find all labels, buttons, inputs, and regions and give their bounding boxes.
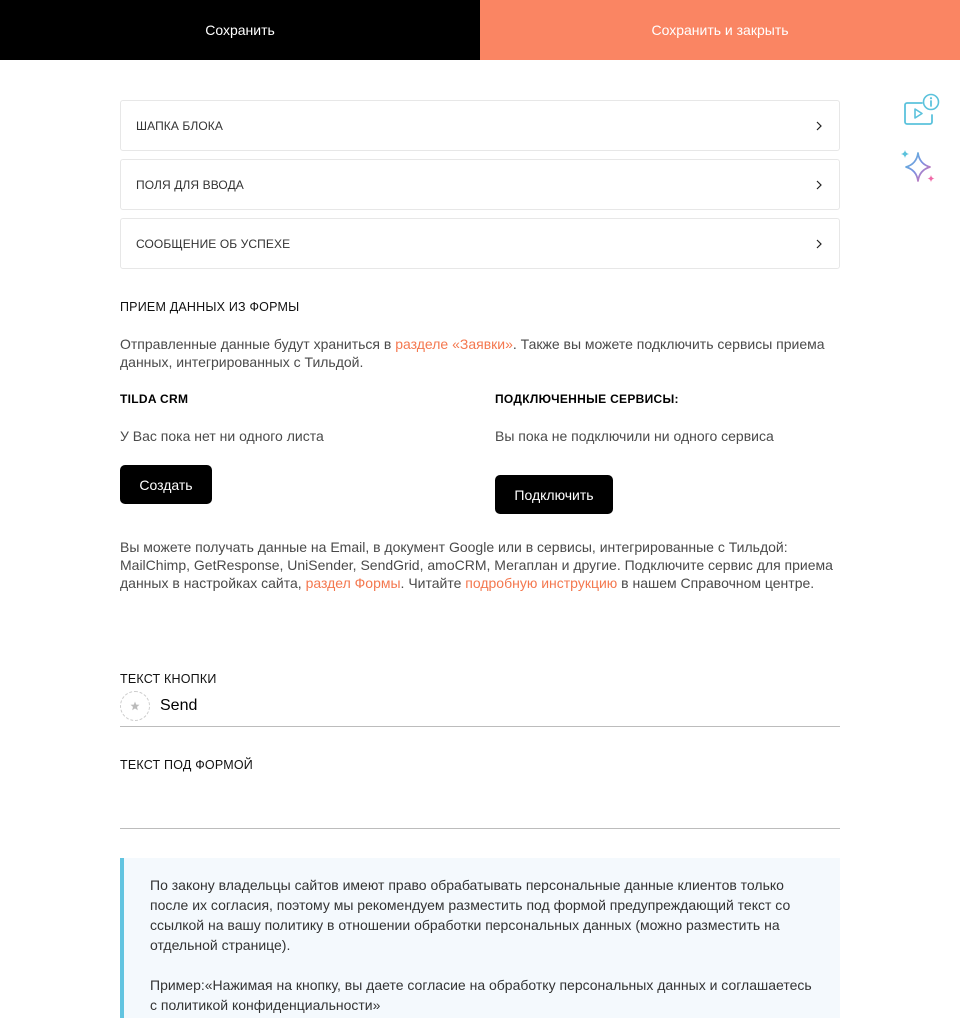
connected-services-title: ПОДКЛЮЧЕННЫЕ СЕРВИСЫ: [495,392,679,406]
accordion-label: ПОЛЯ ДЛЯ ВВОДА [136,177,244,192]
star-icon[interactable] [120,691,150,721]
form-settings-panel [120,100,840,277]
intro-text-end: . Также вы можете подключить сервисы приема данных, интегрированных с Тильдой. [120,336,825,370]
accordion-label: СООБЩЕНИЕ ОБ УСПЕХЕ [136,236,291,251]
forms-section-link[interactable]: раздел Формы [305,575,401,591]
crm-empty-text: У Вас пока нет ни одного листа [120,428,324,444]
tilda-crm-title: TILDA CRM [120,392,189,406]
notice-example: Пример:«Нажимая на кнопку, вы даете согласие на обработку персональных данных и соглашаетесь с политикой конфиденциальности» [150,977,812,1013]
save-button[interactable]: Сохранить [0,0,480,60]
info-text: Вы можете получать данные на Email, в документ Google или в сервисы, интегрированные с Тильдой: MailChimp, GetResponse, UniSender, SendGrid, amoCRM, Мегаплан и другие. Подключите сервис для приема данных в настройках сайта, [120,539,833,591]
form-data-intro [120,335,840,371]
create-list-button[interactable]: Создать [120,465,212,504]
under-form-text-input[interactable] [120,778,840,826]
requests-section-link[interactable]: разделе «Заявки» [395,336,513,352]
personal-data-notice [120,858,840,1018]
info-text-end: в нашем Справочном центре. [617,575,815,591]
intro-text: Отправленные данные будут храниться в [120,336,396,352]
button-text-underline [120,726,840,727]
notice-paragraph: По закону владельцы сайтов имеют право обрабатывать персональные данные клиентов только после их согласия, поэтому мы рекомендуем разместить под формой предупреждающий текст со ссылкой на вашу политику в отношении обработки персональных данных (можно разместить на отдельной странице). [150,877,791,953]
button-text-label: ТЕКСТ КНОПКИ [120,672,217,686]
info-text-mid: . Читайте [400,575,466,591]
under-form-text-label: ТЕКСТ ПОД ФОРМОЙ [120,758,253,772]
top-action-bar [0,0,960,60]
chevron-right-icon [814,121,824,131]
accordion-success-message[interactable] [120,218,840,269]
video-info-icon[interactable] [902,93,942,129]
services-empty-text: Вы пока не подключили ни одного сервиса [495,428,774,444]
accordion-label: ШАПКА БЛОКА [136,118,223,133]
connect-service-button[interactable]: Подключить [495,475,613,514]
form-data-info [120,538,840,592]
form-data-title: ПРИЕМ ДАННЫХ ИЗ ФОРМЫ [120,300,300,314]
accordion-input-fields[interactable] [120,159,840,210]
instruction-link[interactable]: подробную инструкцию [465,575,618,591]
ai-sparkle-icon[interactable] [898,148,938,186]
save-and-close-button[interactable]: Сохранить и закрыть [480,0,960,60]
under-form-underline [120,828,840,829]
button-text-input[interactable]: Send [160,697,198,714]
accordion-block-header[interactable] [120,100,840,151]
chevron-right-icon [814,239,824,249]
chevron-right-icon [814,180,824,190]
